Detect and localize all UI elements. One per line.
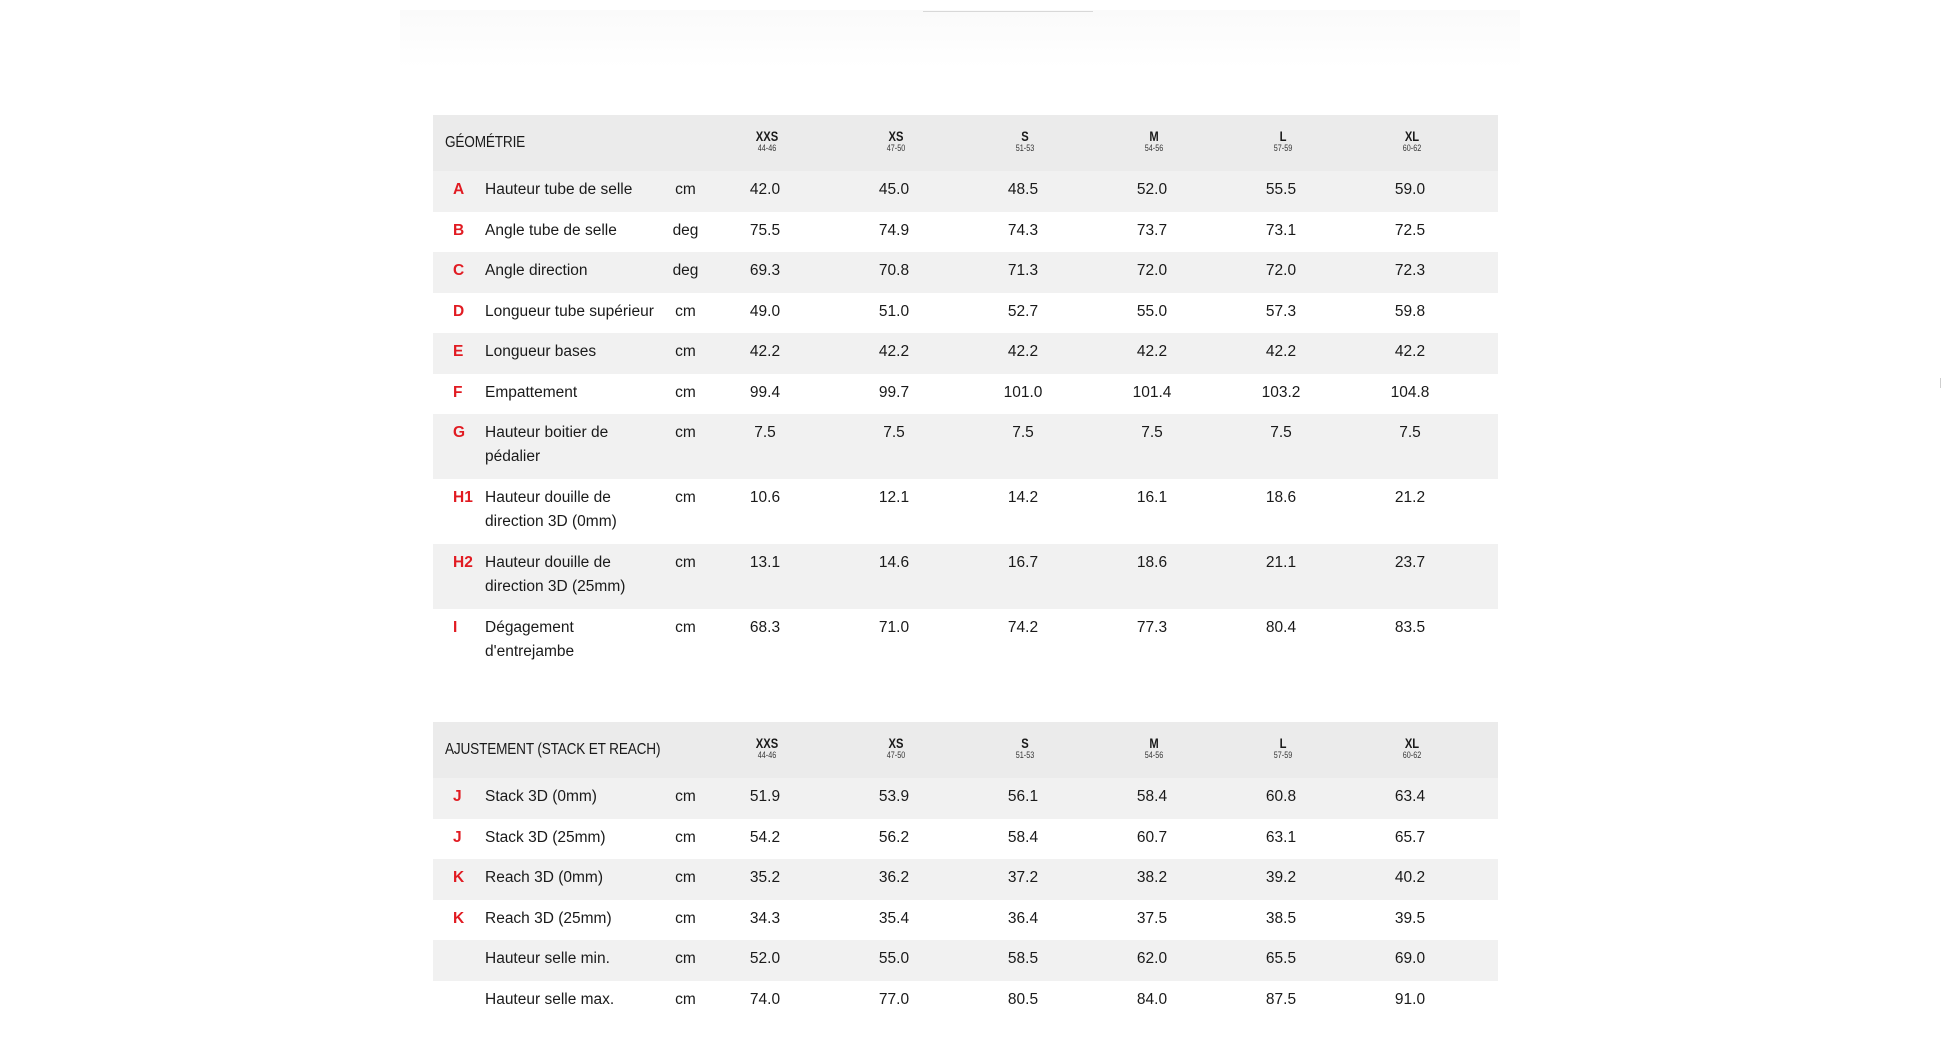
- size-column-header: [961, 129, 1089, 153]
- measurement-name: Reach 3D (25mm): [485, 909, 612, 927]
- measurement-unit: cm: [675, 554, 696, 571]
- value-cell: 45.0: [878, 181, 910, 198]
- scroll-edge-mark: [1940, 378, 1941, 388]
- size-label: L: [1279, 735, 1287, 751]
- value-cell: 53.9: [878, 788, 910, 805]
- measurement-name: Longueur tube supérieur: [485, 302, 654, 320]
- size-column-header: [1090, 129, 1218, 153]
- measurement-letter: H1: [453, 489, 473, 506]
- value-cell: 14.2: [1007, 489, 1039, 506]
- measurement-unit: cm: [675, 619, 696, 636]
- measurement-unit: cm: [675, 489, 696, 506]
- measurement-letter: F: [453, 383, 463, 401]
- value-cell: 14.6: [878, 554, 910, 571]
- measurement-unit: cm: [675, 909, 696, 927]
- value-cell: 72.3: [1394, 262, 1426, 279]
- value-cell: 58.4: [1136, 788, 1168, 805]
- value-cell: 37.2: [1007, 869, 1039, 886]
- table-row: [433, 859, 1498, 900]
- size-range: 60-62: [1402, 750, 1422, 760]
- measurement-letter: J: [453, 828, 462, 846]
- measurement-unit: cm: [675, 302, 696, 320]
- table-title: AJUSTEMENT (STACK ET REACH): [445, 741, 661, 758]
- size-label: M: [1149, 735, 1159, 751]
- size-range: 51-53: [1015, 143, 1035, 153]
- value-cell: 42.2: [1394, 343, 1426, 360]
- size-range: 44-46: [757, 143, 777, 153]
- size-label: XL: [1404, 735, 1420, 751]
- value-cell: 42.0: [749, 181, 781, 198]
- value-cell: 21.1: [1265, 554, 1297, 571]
- value-cell: 55.5: [1265, 181, 1297, 198]
- measurement-name: Reach 3D (0mm): [485, 869, 603, 886]
- value-cell: 42.2: [1265, 343, 1297, 360]
- table-row: [433, 374, 1498, 415]
- measurement-letter: I: [453, 619, 458, 636]
- value-cell: 13.1: [749, 554, 781, 571]
- value-cell: 34.3: [749, 909, 781, 927]
- value-cell: 55.0: [1136, 302, 1168, 320]
- value-cell: 63.4: [1394, 788, 1426, 805]
- value-cell: 42.2: [878, 343, 910, 360]
- measurement-letter: A: [453, 181, 465, 198]
- table-row: [433, 212, 1498, 253]
- value-cell: 7.5: [1399, 424, 1421, 441]
- value-cell: 52.7: [1007, 302, 1039, 320]
- size-column-header: [1348, 736, 1476, 760]
- value-cell: 56.1: [1007, 788, 1039, 805]
- size-range: 60-62: [1402, 143, 1422, 153]
- measurement-letter: K: [453, 869, 465, 886]
- value-cell: 39.5: [1394, 909, 1426, 927]
- value-cell: 58.5: [1007, 950, 1039, 967]
- value-cell: 72.0: [1136, 262, 1168, 279]
- value-cell: 16.1: [1136, 489, 1168, 506]
- value-cell: 60.7: [1136, 828, 1168, 846]
- measurement-unit: cm: [675, 950, 696, 967]
- value-cell: 51.0: [878, 302, 910, 320]
- value-cell: 101.4: [1132, 383, 1172, 401]
- table-row: [433, 609, 1498, 674]
- value-cell: 80.4: [1265, 619, 1297, 636]
- value-cell: 63.1: [1265, 828, 1297, 846]
- measurement-letter: K: [453, 909, 465, 927]
- measurement-letter: C: [453, 262, 465, 279]
- value-cell: 80.5: [1007, 990, 1039, 1008]
- measurement-name: Angle direction: [485, 262, 588, 279]
- measurement-unit: cm: [675, 828, 696, 846]
- value-cell: 12.1: [878, 489, 910, 506]
- size-label: S: [1021, 735, 1029, 751]
- value-cell: 69.0: [1394, 950, 1426, 967]
- table-row: [433, 293, 1498, 334]
- measurement-name: Hauteur douille de direction 3D (25mm): [485, 554, 626, 595]
- value-cell: 18.6: [1265, 489, 1297, 506]
- measurement-unit: cm: [675, 869, 696, 886]
- value-cell: 38.5: [1265, 909, 1297, 927]
- measurement-letter: G: [453, 424, 466, 441]
- value-cell: 87.5: [1265, 990, 1297, 1008]
- value-cell: 7.5: [883, 424, 905, 441]
- table-row: [433, 819, 1498, 860]
- value-cell: 56.2: [878, 828, 910, 846]
- measurement-letter: J: [453, 788, 462, 805]
- measurement-name: Hauteur tube de selle: [485, 181, 633, 198]
- table-title: GÉOMÉTRIE: [445, 134, 526, 151]
- value-cell: 21.2: [1394, 489, 1426, 506]
- size-column-header: [1219, 129, 1347, 153]
- value-cell: 84.0: [1136, 990, 1168, 1008]
- value-cell: 51.9: [749, 788, 781, 805]
- top-banner: [400, 10, 1520, 68]
- value-cell: 83.5: [1394, 619, 1426, 636]
- value-cell: 7.5: [1012, 424, 1034, 441]
- value-cell: 23.7: [1394, 554, 1426, 571]
- measurement-unit: cm: [675, 343, 696, 360]
- value-cell: 49.0: [749, 302, 781, 320]
- value-cell: 7.5: [1270, 424, 1292, 441]
- table-row: [433, 414, 1498, 479]
- value-cell: 37.5: [1136, 909, 1168, 927]
- table-row: [433, 778, 1498, 819]
- measurement-name: Hauteur boitier de pédalier: [485, 424, 609, 465]
- fit-header-row: [433, 722, 1498, 778]
- value-cell: 52.0: [749, 950, 781, 967]
- measurement-name: Hauteur selle max.: [485, 990, 615, 1008]
- value-cell: 39.2: [1265, 869, 1297, 886]
- value-cell: 72.0: [1265, 262, 1297, 279]
- table-row: [433, 940, 1498, 981]
- size-label: XS: [888, 735, 904, 751]
- size-range: 54-56: [1144, 143, 1164, 153]
- measurement-unit: deg: [672, 221, 699, 239]
- table-row: [433, 981, 1498, 1022]
- size-label: S: [1021, 128, 1029, 144]
- measurement-unit: cm: [675, 788, 696, 805]
- size-label: L: [1279, 128, 1287, 144]
- size-column-header: [961, 736, 1089, 760]
- value-cell: 99.7: [878, 383, 910, 401]
- value-cell: 75.5: [749, 221, 781, 239]
- measurement-name: Longueur bases: [485, 343, 597, 360]
- top-divider: [923, 11, 1093, 12]
- value-cell: 103.2: [1261, 383, 1301, 401]
- size-range: 57-59: [1273, 750, 1293, 760]
- value-cell: 52.0: [1136, 181, 1168, 198]
- value-cell: 74.2: [1007, 619, 1039, 636]
- size-label: XXS: [755, 735, 779, 751]
- value-cell: 71.0: [878, 619, 910, 636]
- value-cell: 7.5: [754, 424, 776, 441]
- value-cell: 59.8: [1394, 302, 1426, 320]
- value-cell: 65.5: [1265, 950, 1297, 967]
- value-cell: 42.2: [1007, 343, 1039, 360]
- geometry-table: [433, 115, 1498, 674]
- value-cell: 40.2: [1394, 869, 1426, 886]
- value-cell: 74.3: [1007, 221, 1039, 239]
- size-column-header: [703, 129, 831, 153]
- table-row: [433, 544, 1498, 609]
- value-cell: 65.7: [1394, 828, 1426, 846]
- measurement-name: Stack 3D (25mm): [485, 828, 606, 846]
- value-cell: 59.0: [1394, 181, 1426, 198]
- value-cell: 7.5: [1141, 424, 1163, 441]
- value-cell: 55.0: [878, 950, 910, 967]
- table-row: [433, 171, 1498, 212]
- table-row: [433, 333, 1498, 374]
- geometry-header-row: [433, 115, 1498, 171]
- measurement-letter: B: [453, 221, 465, 239]
- value-cell: 42.2: [1136, 343, 1168, 360]
- measurement-unit: cm: [675, 383, 696, 401]
- value-cell: 57.3: [1265, 302, 1297, 320]
- size-range: 47-50: [886, 750, 906, 760]
- measurement-unit: deg: [672, 262, 699, 279]
- value-cell: 35.4: [878, 909, 910, 927]
- size-label: M: [1149, 128, 1159, 144]
- value-cell: 62.0: [1136, 950, 1168, 967]
- size-range: 47-50: [886, 143, 906, 153]
- value-cell: 74.9: [878, 221, 910, 239]
- measurement-name: Dégagement d'entrejambe: [485, 619, 575, 660]
- measurement-unit: cm: [675, 424, 696, 441]
- fit-table: [433, 722, 1498, 1021]
- value-cell: 58.4: [1007, 828, 1039, 846]
- table-row: [433, 252, 1498, 293]
- table-row: [433, 900, 1498, 941]
- size-column-header: [703, 736, 831, 760]
- size-range: 54-56: [1144, 750, 1164, 760]
- value-cell: 73.1: [1265, 221, 1297, 239]
- size-column-header: [832, 129, 960, 153]
- value-cell: 77.0: [878, 990, 910, 1008]
- value-cell: 73.7: [1136, 221, 1168, 239]
- size-column-header: [1219, 736, 1347, 760]
- measurement-letter: D: [453, 302, 465, 320]
- value-cell: 42.2: [749, 343, 781, 360]
- size-range: 51-53: [1015, 750, 1035, 760]
- measurement-name: Hauteur douille de direction 3D (0mm): [485, 489, 617, 530]
- value-cell: 70.8: [878, 262, 910, 279]
- value-cell: 99.4: [749, 383, 781, 401]
- size-label: XXS: [755, 128, 779, 144]
- value-cell: 35.2: [749, 869, 781, 886]
- value-cell: 60.8: [1265, 788, 1297, 805]
- table-row: [433, 479, 1498, 544]
- value-cell: 69.3: [749, 262, 781, 279]
- value-cell: 54.2: [749, 828, 781, 846]
- value-cell: 16.7: [1007, 554, 1039, 571]
- value-cell: 104.8: [1390, 383, 1430, 401]
- measurement-name: Stack 3D (0mm): [485, 788, 597, 805]
- measurement-name: Angle tube de selle: [485, 221, 617, 239]
- value-cell: 101.0: [1003, 383, 1043, 401]
- size-column-header: [832, 736, 960, 760]
- value-cell: 74.0: [749, 990, 781, 1008]
- measurement-name: Hauteur selle min.: [485, 950, 610, 967]
- value-cell: 71.3: [1007, 262, 1039, 279]
- value-cell: 36.2: [878, 869, 910, 886]
- value-cell: 91.0: [1394, 990, 1426, 1008]
- value-cell: 72.5: [1394, 221, 1426, 239]
- measurement-unit: cm: [675, 990, 696, 1008]
- size-range: 57-59: [1273, 143, 1293, 153]
- size-label: XS: [888, 128, 904, 144]
- measurement-letter: E: [453, 343, 464, 360]
- measurement-unit: cm: [675, 181, 696, 198]
- size-column-header: [1348, 129, 1476, 153]
- value-cell: 38.2: [1136, 869, 1168, 886]
- size-column-header: [1090, 736, 1218, 760]
- value-cell: 36.4: [1007, 909, 1039, 927]
- measurement-name: Empattement: [485, 383, 578, 401]
- value-cell: 10.6: [749, 489, 781, 506]
- size-label: XL: [1404, 128, 1420, 144]
- value-cell: 18.6: [1136, 554, 1168, 571]
- value-cell: 68.3: [749, 619, 781, 636]
- value-cell: 48.5: [1007, 181, 1039, 198]
- size-range: 44-46: [757, 750, 777, 760]
- measurement-letter: H2: [453, 554, 473, 571]
- value-cell: 77.3: [1136, 619, 1168, 636]
